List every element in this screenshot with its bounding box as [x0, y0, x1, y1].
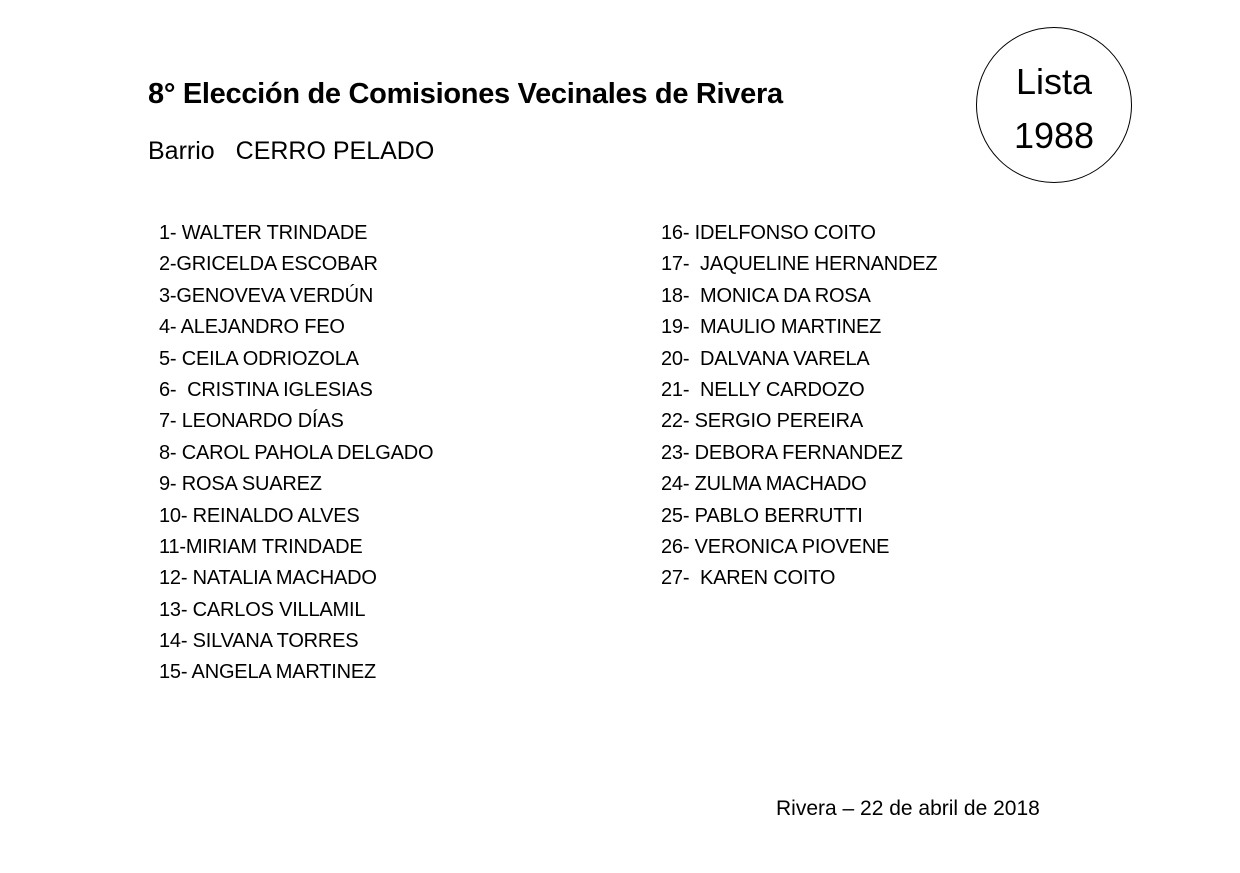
candidate-item: 23- DEBORA FERNANDEZ — [661, 441, 903, 464]
candidate-item: 9- ROSA SUAREZ — [159, 473, 322, 496]
candidate-item: 21- NELLY CARDOZO — [661, 378, 865, 401]
candidate-item: 6- CRISTINA IGLESIAS — [159, 378, 373, 401]
candidate-item: 11-MIRIAM TRINDADE — [159, 535, 363, 558]
candidate-item: 12- NATALIA MACHADO — [159, 567, 377, 590]
candidate-item: 13- CARLOS VILLAMIL — [159, 598, 366, 621]
candidate-item: 10- REINALDO ALVES — [159, 504, 360, 527]
candidate-item: 19- MAULIO MARTINEZ — [661, 316, 882, 339]
candidate-item: 3-GENOVEVA VERDÚN — [159, 284, 374, 307]
candidate-item: 18- MONICA DA ROSA — [661, 284, 871, 307]
candidate-item: 22- SERGIO PEREIRA — [661, 410, 864, 433]
candidate-item: 20- DALVANA VARELA — [661, 347, 870, 370]
lista-label: Lista — [1015, 61, 1093, 102]
candidate-item: 16- IDELFONSO COITO — [661, 222, 876, 244]
candidate-item: 26- VERONICA PIOVENE — [661, 535, 890, 558]
barrio-name: CERRO PELADO — [235, 137, 435, 165]
candidate-item: 5- CEILA ODRIOZOLA — [159, 347, 359, 370]
barrio-label: Barrio — [148, 137, 215, 165]
candidate-item: 8- CAROL PAHOLA DELGADO — [159, 441, 434, 464]
lista-number: 1988 — [1013, 115, 1095, 156]
candidate-item: 24- ZULMA MACHADO — [661, 473, 867, 496]
place-date: Rivera – 22 de abril de 2018 — [776, 797, 1040, 820]
candidate-item: 27- KAREN COITO — [661, 567, 836, 590]
lista-badge — [976, 27, 1132, 183]
barrio-line — [148, 137, 434, 166]
candidate-item: 14- SILVANA TORRES — [159, 630, 359, 653]
candidate-item: 1- WALTER TRINDADE — [159, 222, 368, 244]
candidate-list-left — [159, 218, 433, 689]
page-title: 8° Elección de Comisiones Vecinales de Rivera — [148, 78, 783, 110]
candidate-item: 17- JAQUELINE HERNANDEZ — [661, 253, 938, 276]
candidate-item: 7- LEONARDO DÍAS — [159, 410, 344, 433]
candidate-item: 4- ALEJANDRO FEO — [159, 316, 345, 339]
candidate-item: 25- PABLO BERRUTTI — [661, 504, 863, 527]
candidate-item: 15- ANGELA MARTINEZ — [159, 661, 377, 684]
candidate-item: 2-GRICELDA ESCOBAR — [159, 253, 378, 276]
candidate-list-right — [661, 218, 937, 595]
